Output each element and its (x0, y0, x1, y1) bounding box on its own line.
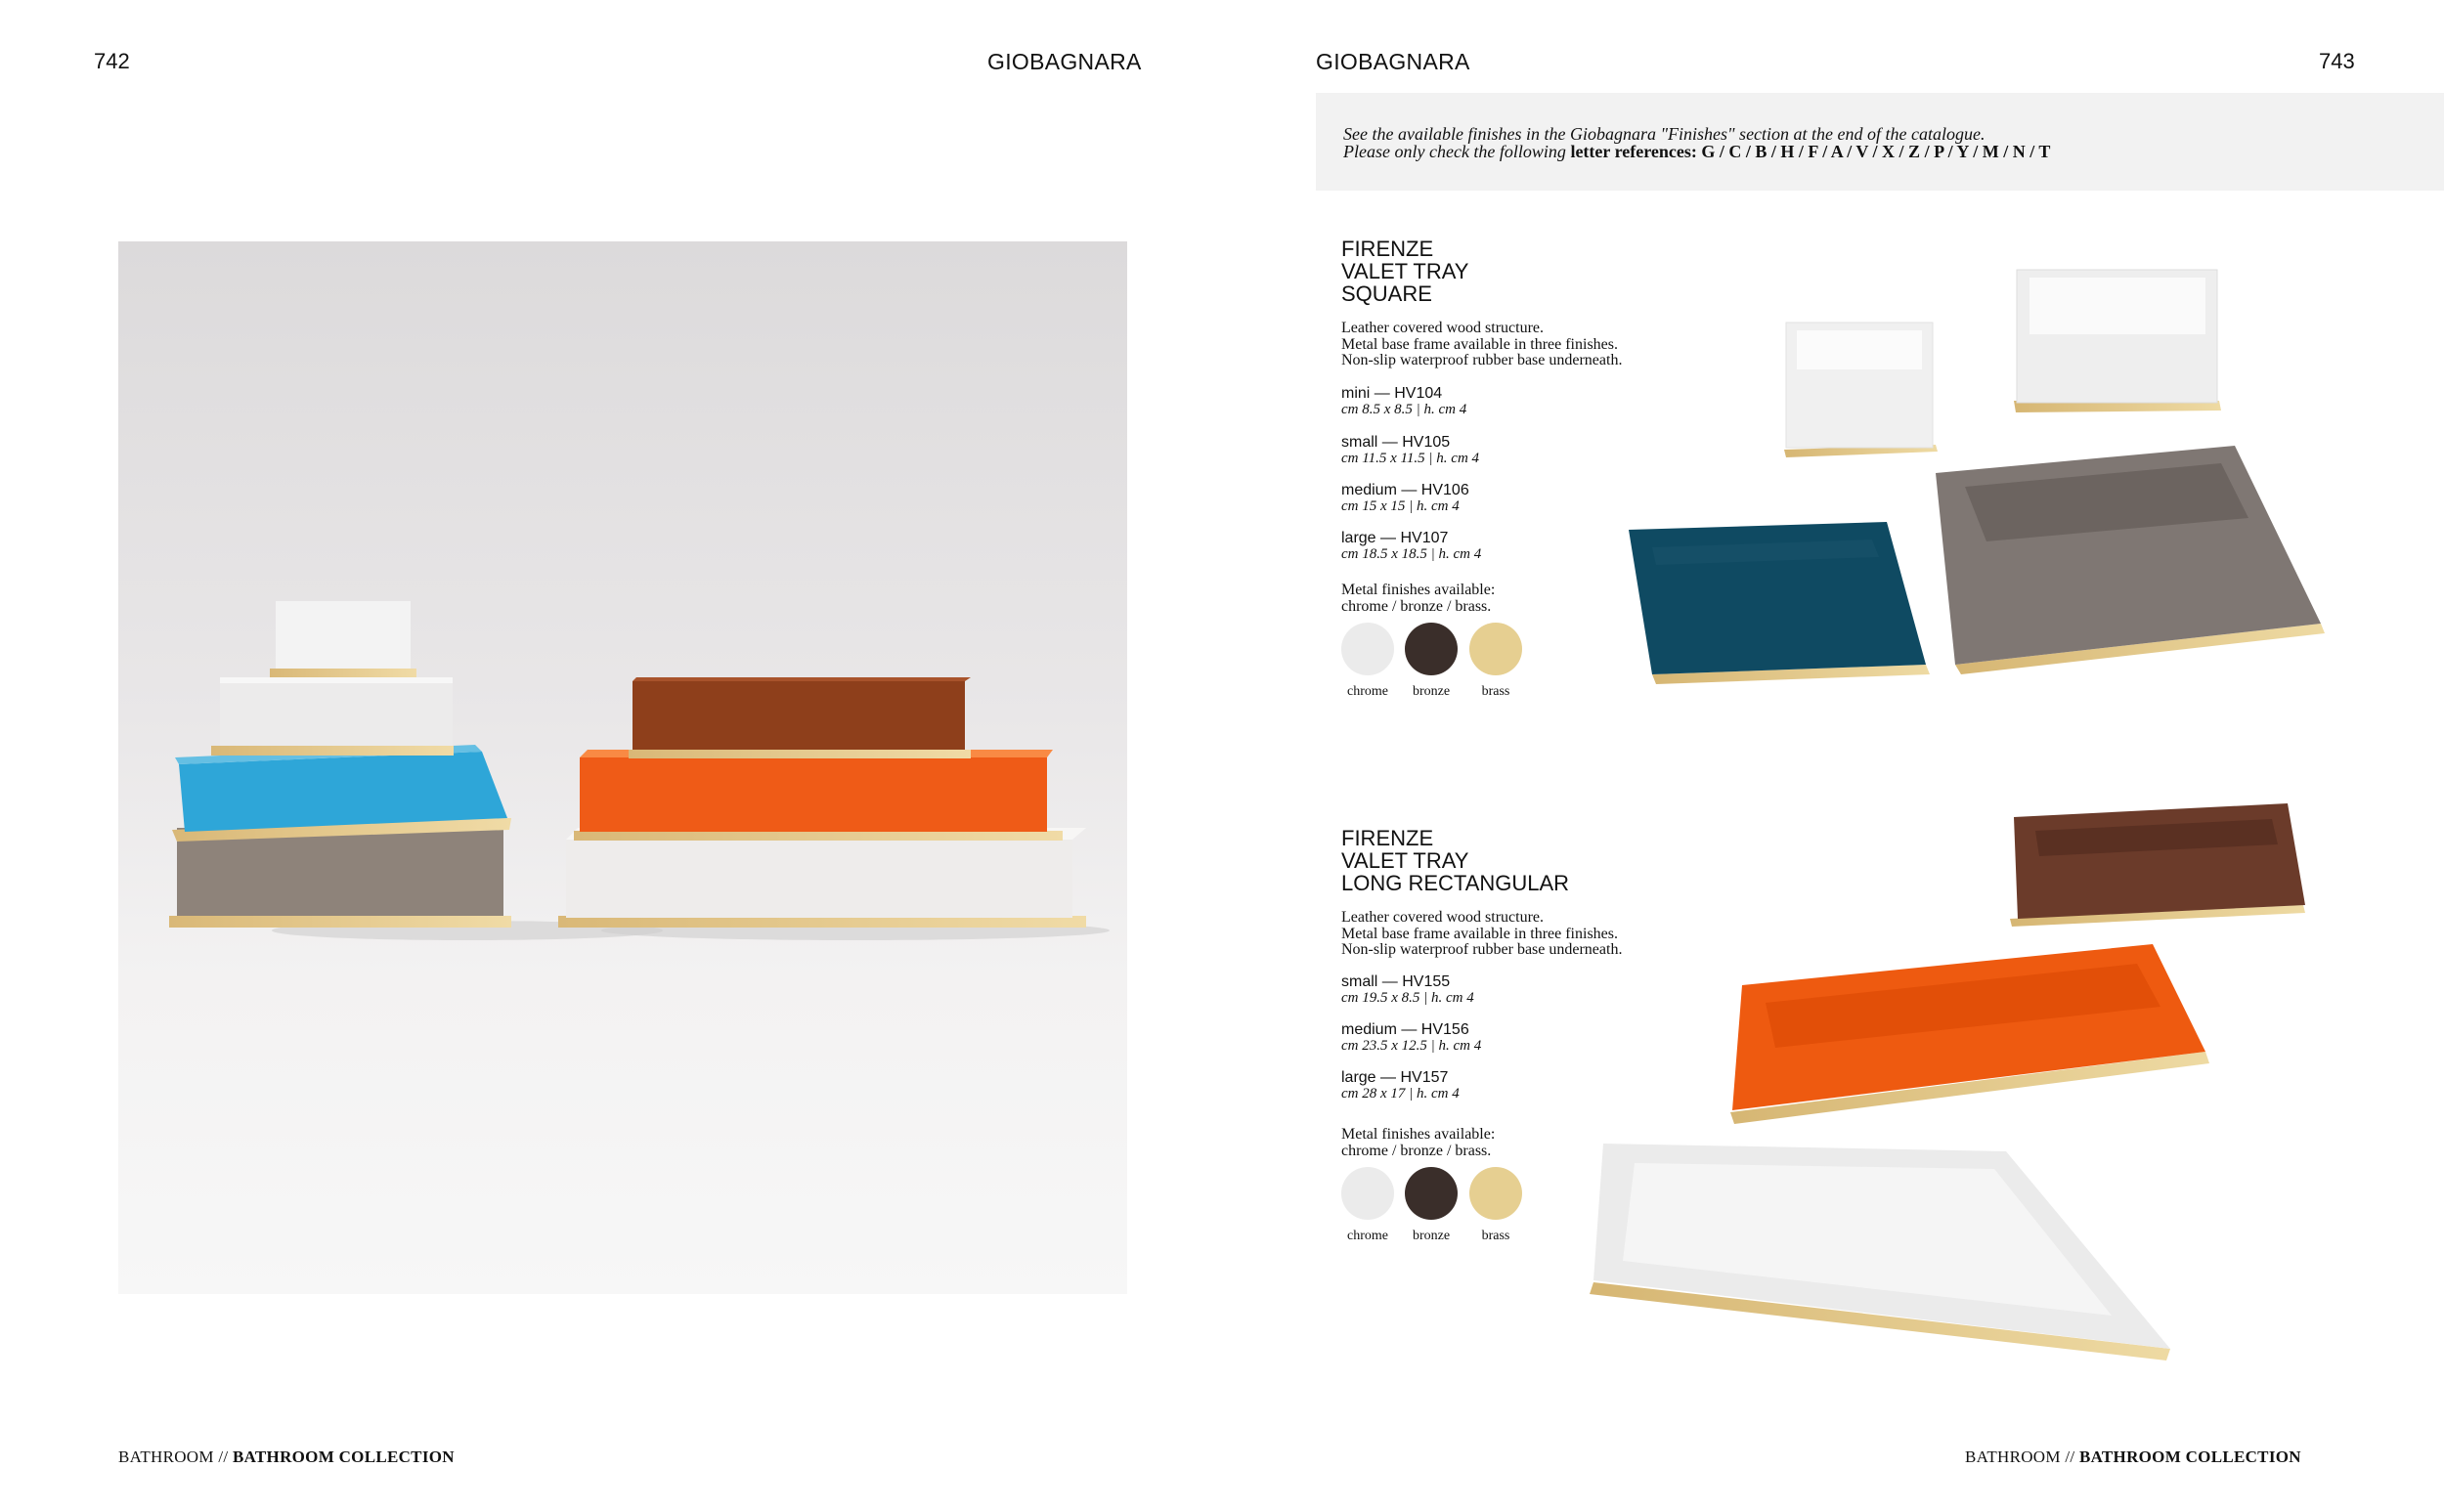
taupe-tray (177, 828, 503, 916)
white-tray-medium (220, 677, 453, 746)
metal-finishes-label: Metal finishes available: chrome / bronze / brass. (1341, 1126, 1496, 1159)
right-footer (1965, 1447, 2301, 1467)
swatch-label: brass (1481, 684, 1510, 699)
swatch-brass (1469, 623, 1522, 675)
swatch-chrome (1341, 1167, 1394, 1220)
swatch-label: bronze (1412, 684, 1451, 699)
size-entry: large — HV157 cm 28 x 17 | h. cm 4 (1341, 1069, 1460, 1102)
swatch-label: brass (1481, 1229, 1510, 1243)
footer-section: BATHROOM // (1965, 1447, 2079, 1466)
size-entry: small — HV155 cm 19.5 x 8.5 | h. cm 4 (1341, 973, 1474, 1006)
left-brand-logo: GIOBAGNARA (987, 49, 1142, 74)
left-footer (118, 1447, 455, 1467)
brown-tray (633, 681, 965, 750)
product-description-long-rectangular: Leather covered wood structure. Metal base frame available in three finishes. Non-slip waterproof rubber base underneath. (1341, 909, 1623, 958)
swatch-label: bronze (1412, 1229, 1451, 1243)
notice-line-1: See the available finishes in the Giobagnara "Finishes" section at the end of the catalogue. (1343, 124, 1986, 144)
product-photo-square-trays (1623, 264, 2444, 723)
swatch-brass (1469, 1167, 1522, 1220)
metal-finishes-label: Metal finishes available: chrome / bronze / brass. (1341, 582, 1496, 615)
swatch-label: chrome (1347, 1229, 1388, 1243)
white-tray-small (276, 601, 411, 669)
swatch-chrome (1341, 623, 1394, 675)
product-photo-rectangular-trays (1584, 762, 2444, 1427)
white-tray-large (566, 840, 1072, 918)
swatch-bronze (1405, 1167, 1458, 1220)
size-entry: medium — HV156 cm 23.5 x 12.5 | h. cm 4 (1341, 1021, 1482, 1054)
right-brand-logo: GIOBAGNARA (1316, 49, 1470, 74)
finishes-notice (1316, 93, 2444, 191)
footer-collection: BATHROOM COLLECTION (232, 1447, 455, 1466)
notice-line-2: Please only check the following letter references: G / C / B / H / F / A / V / X / Z / P / Y / M / N / T (1343, 142, 2051, 161)
blue-tray (179, 752, 507, 832)
lifestyle-photo-stacked-trays (118, 241, 1127, 1294)
product-title-long-rectangular: FIRENZE VALET TRAY LONG RECTANGULAR (1341, 826, 1570, 895)
product-title-square: FIRENZE VALET TRAY SQUARE (1341, 237, 1469, 306)
footer-collection: BATHROOM COLLECTION (2078, 1447, 2301, 1466)
size-entry: large — HV107 cm 18.5 x 18.5 | h. cm 4 (1341, 530, 1482, 562)
swatch-label: chrome (1347, 684, 1388, 699)
brass-base (169, 916, 511, 928)
orange-tray (580, 757, 1047, 832)
size-entry: small — HV105 cm 11.5 x 11.5 | h. cm 4 (1341, 434, 1480, 466)
swatch-bronze (1405, 623, 1458, 675)
footer-section: BATHROOM // (118, 1447, 233, 1466)
size-entry: mini — HV104 cm 8.5 x 8.5 | h. cm 4 (1341, 385, 1467, 417)
size-entry: medium — HV106 cm 15 x 15 | h. cm 4 (1341, 482, 1469, 514)
product-description-square: Leather covered wood structure. Metal base frame available in three finishes. Non-slip waterproof rubber base underneath. (1341, 320, 1623, 368)
left-page-number: 742 (94, 49, 130, 73)
right-page-number: 743 (2319, 49, 2355, 73)
